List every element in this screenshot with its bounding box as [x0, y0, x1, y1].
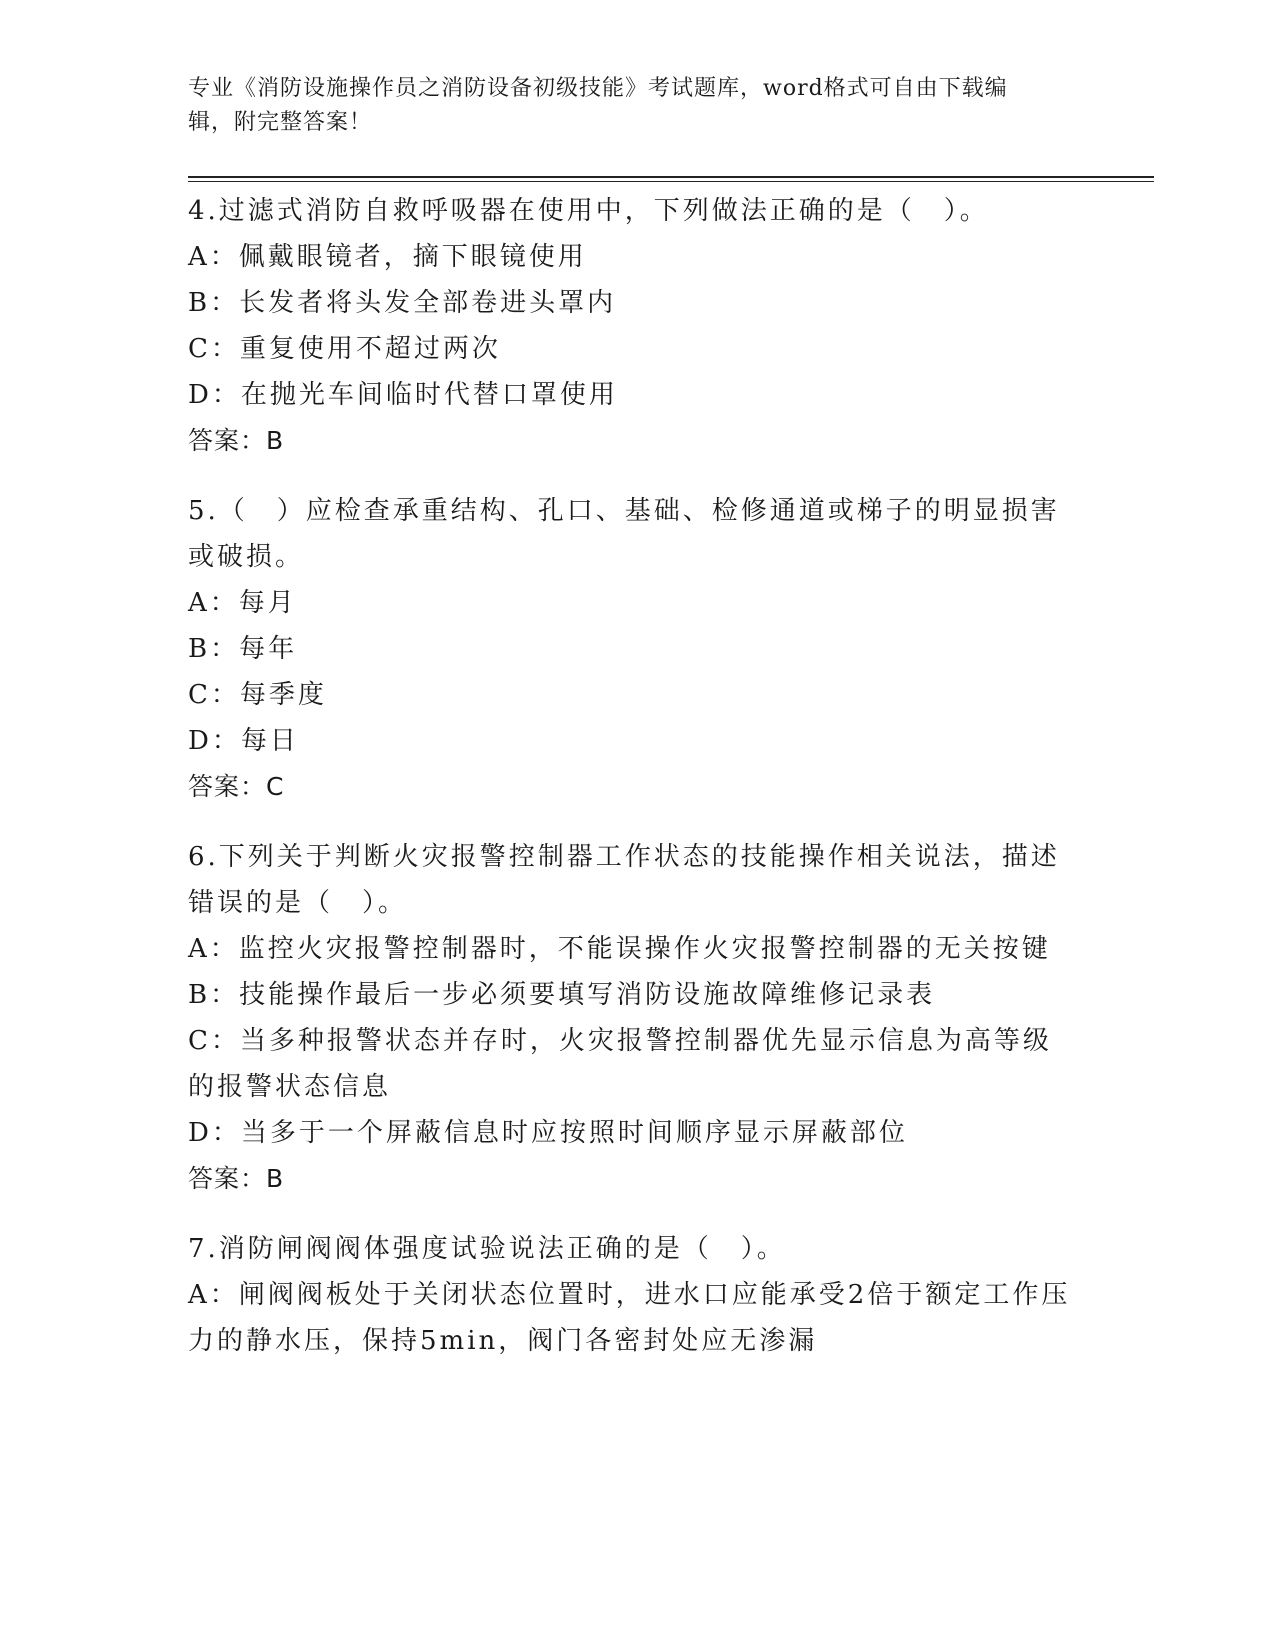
option-c: C：重复使用不超过两次 [188, 334, 501, 364]
option-d: D：在抛光车间临时代替口罩使用 [188, 380, 618, 410]
question-text: 4.过滤式消防自救呼吸器在使用中，下列做法正确的是（ ）。 [188, 196, 989, 226]
answer-line: 答案：B [188, 1164, 285, 1193]
question-7 [188, 1226, 1078, 1364]
header-divider-thin [188, 181, 1154, 182]
option-a: A：佩戴眼镜者，摘下眼镜使用 [188, 242, 587, 272]
option-a: A：闸阀阀板处于关闭状态位置时，进水口应能承受2倍于额定工作压力的静水压，保持5min，阀门各密封处应无渗漏 [188, 1280, 1071, 1356]
answer-line: 答案：B [188, 426, 285, 455]
option-a: A：每月 [188, 588, 297, 618]
option-b: B：长发者将头发全部卷进头罩内 [188, 288, 617, 318]
question-list [188, 188, 1078, 1388]
option-b: B：每年 [188, 634, 298, 664]
document-header [188, 72, 1068, 140]
question-text: 5.（ ）应检查承重结构、孔口、基础、检修通道或梯子的明显损害或破损。 [188, 496, 1060, 572]
question-6 [188, 834, 1078, 1202]
header-line-1: 专业《消防设施操作员之消防设备初级技能》考试题库，word格式可自由下载编 [188, 76, 1008, 101]
answer-line: 答案：C [188, 772, 285, 801]
option-a: A：监控火灾报警控制器时，不能误操作火灾报警控制器的无关按键 [188, 934, 1051, 964]
question-5 [188, 488, 1078, 810]
option-d: D：当多于一个屏蔽信息时应按照时间顺序显示屏蔽部位 [188, 1118, 908, 1148]
header-divider-thick [188, 176, 1154, 178]
option-c: C：当多种报警状态并存时，火灾报警控制器优先显示信息为高等级的报警状态信息 [188, 1026, 1052, 1102]
question-text: 6.下列关于判断火灾报警控制器工作状态的技能操作相关说法，描述错误的是（ ）。 [188, 842, 1060, 918]
option-d: D：每日 [188, 726, 299, 756]
header-line-2: 辑，附完整答案！ [188, 110, 373, 135]
question-text: 7.消防闸阀阀体强度试验说法正确的是（ ）。 [188, 1234, 786, 1264]
option-c: C：每季度 [188, 680, 327, 710]
option-b: B：技能操作最后一步必须要填写消防设施故障维修记录表 [188, 980, 936, 1010]
question-4 [188, 188, 1078, 464]
